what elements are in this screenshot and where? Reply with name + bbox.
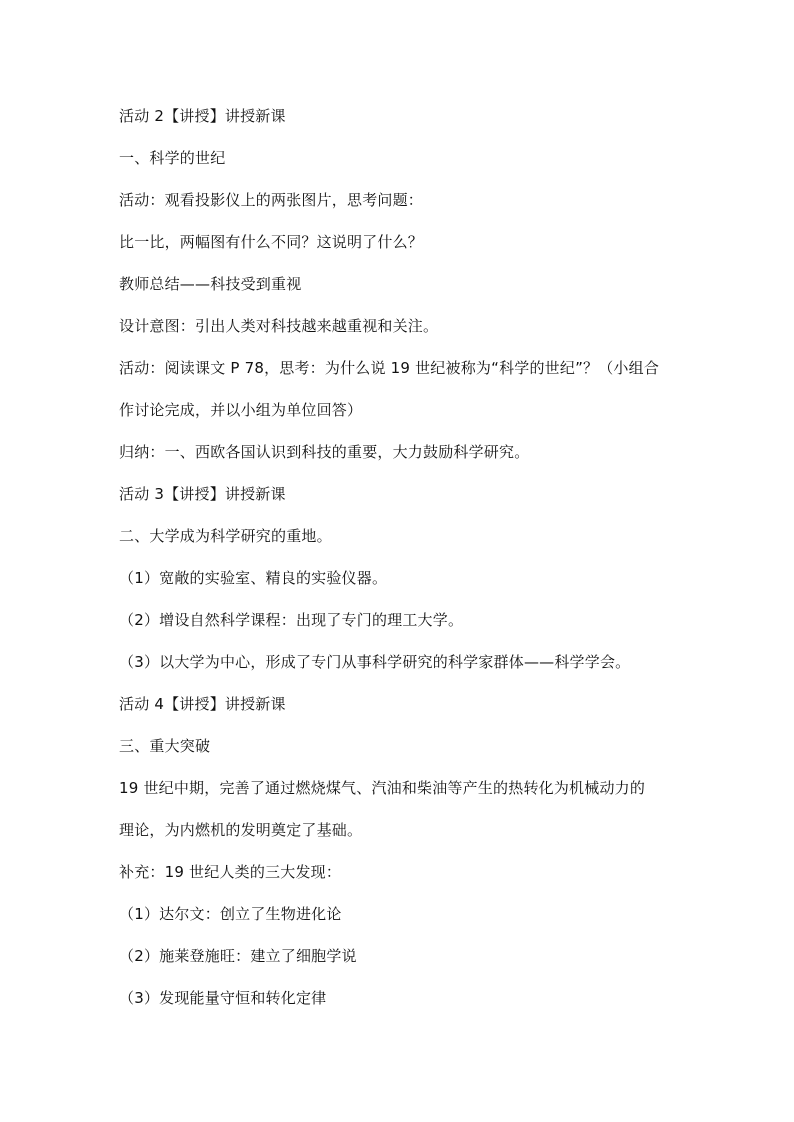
section-1-heading: 一、科学的世纪 [119, 149, 226, 167]
paragraph-line: 活动：阅读课文 P 78，思考：为什么说 19 世纪被称为“科学的世纪”？（小组合 [119, 359, 660, 377]
paragraph-line: 设计意图：引出人类对科技越来越重视和关注。 [119, 317, 439, 335]
paragraph-line: 补充：19 世纪人类的三大发现： [119, 863, 342, 881]
list-item: （2）增设自然科学课程：出现了专门的理工大学。 [119, 611, 464, 629]
paragraph-line: 作讨论完成，并以小组为单位回答） [119, 401, 363, 419]
paragraph-line: 教师总结——科技受到重视 [119, 275, 302, 293]
activity-3-heading: 活动 3【讲授】讲授新课 [119, 485, 286, 503]
activity-2-heading: 活动 2【讲授】讲授新课 [119, 107, 286, 125]
section-2-heading: 二、大学成为科学研究的重地。 [119, 527, 332, 545]
list-item: （3）发现能量守恒和转化定律 [119, 989, 327, 1007]
paragraph-line: 比一比，两幅图有什么不同？这说明了什么？ [119, 233, 424, 251]
section-3-heading: 三、重大突破 [119, 737, 211, 755]
list-item: （3）以大学为中心，形成了专门从事科学研究的科学家群体——科学学会。 [119, 653, 631, 671]
list-item: （1）宽敞的实验室、精良的实验仪器。 [119, 569, 388, 587]
activity-4-heading: 活动 4【讲授】讲授新课 [119, 695, 286, 713]
paragraph-line: 理论，为内燃机的发明奠定了基础。 [119, 821, 363, 839]
paragraph-line: 活动：观看投影仪上的两张图片，思考问题： [119, 191, 424, 209]
list-item: （1）达尔文：创立了生物进化论 [119, 905, 342, 923]
paragraph-line: 归纳：一、西欧各国认识到科技的重要，大力鼓励科学研究。 [119, 443, 530, 461]
document-body [119, 102, 679, 1026]
list-item: （2）施莱登施旺：建立了细胞学说 [119, 947, 357, 965]
paragraph-line: 19 世纪中期，完善了通过燃烧煤气、汽油和柴油等产生的热转化为机械动力的 [119, 779, 646, 797]
